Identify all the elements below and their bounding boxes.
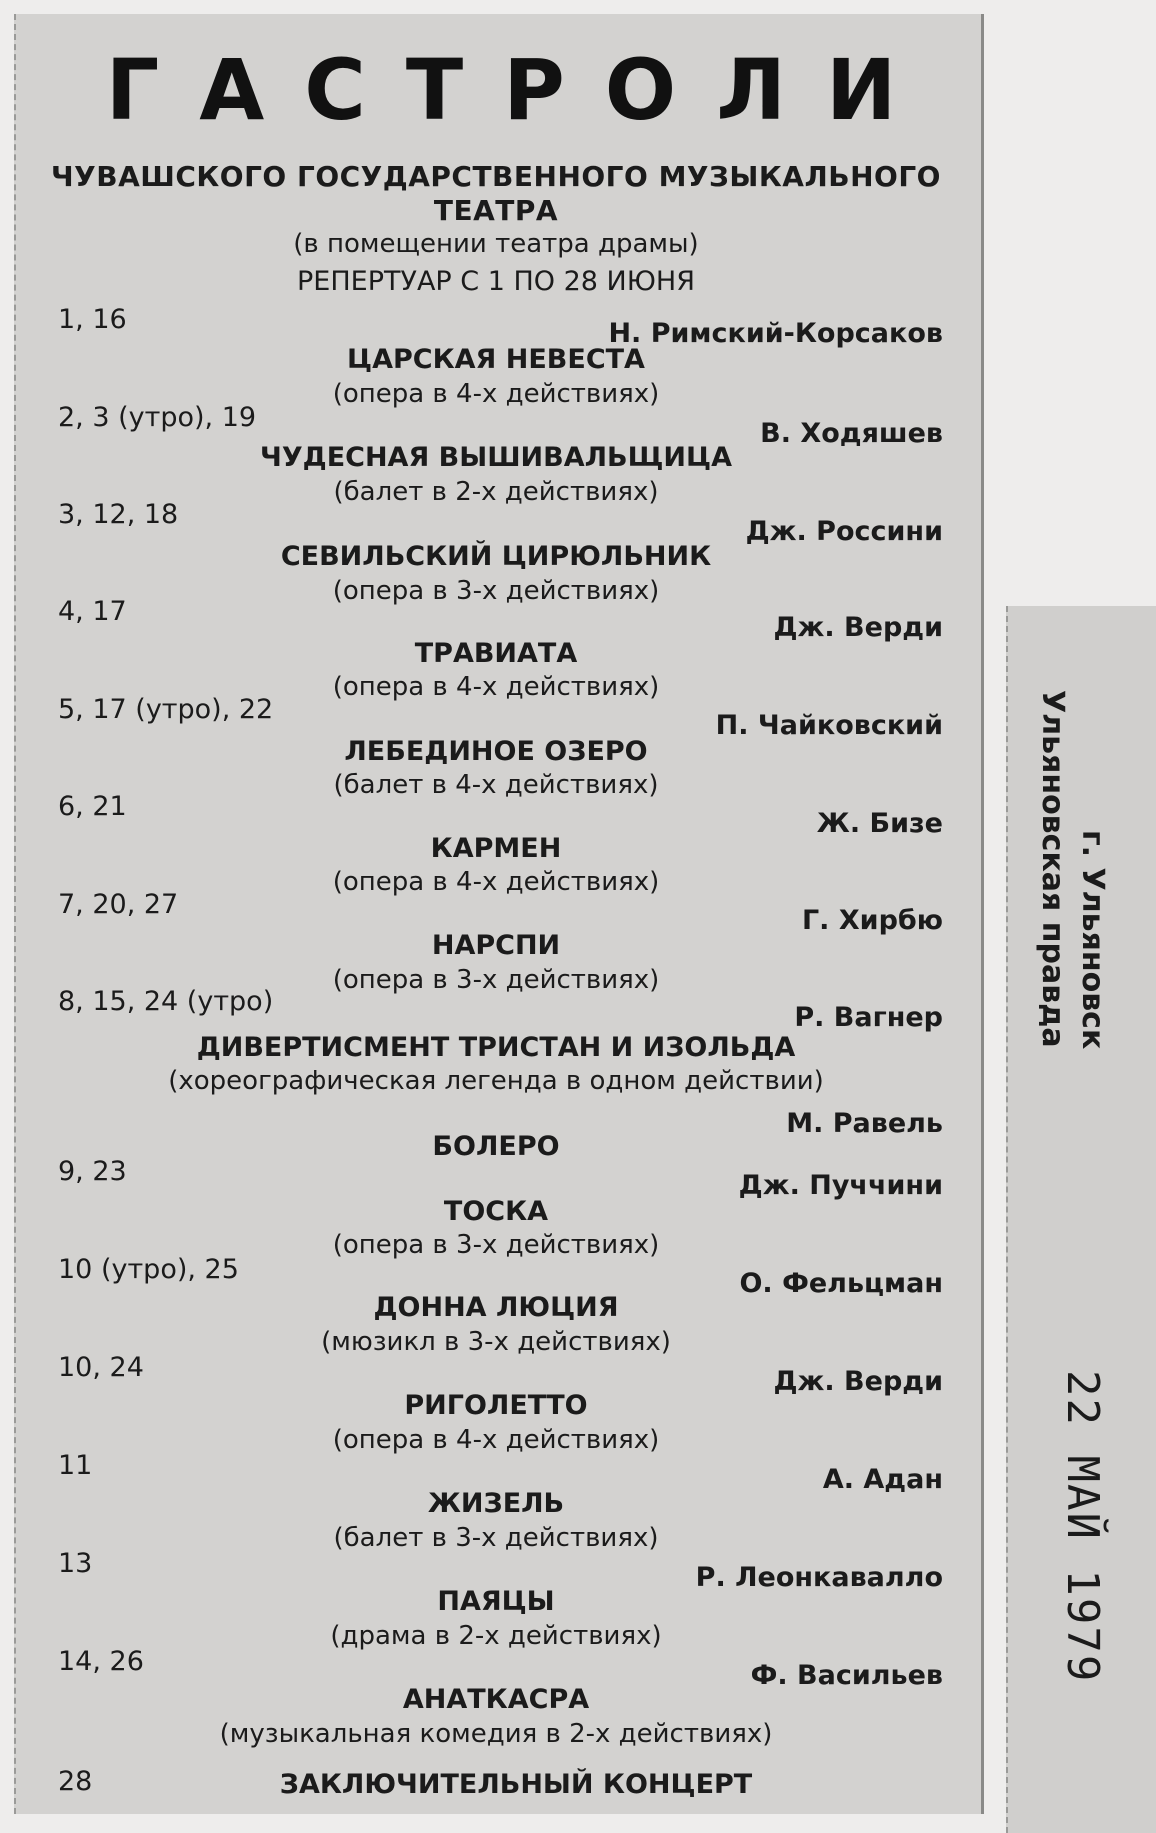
- performance-genre: (опера в 4-х действиях): [332, 672, 660, 702]
- clipping-date: 22 МАЙ 1979: [1057, 1370, 1108, 1684]
- performance-genre: (балет в 4-х действиях): [333, 770, 659, 800]
- performance-genre: (балет в 3-х действиях): [333, 1523, 659, 1553]
- repertoire-heading: РЕПЕРТУАР С 1 ПО 28 ИЮНЯ: [297, 266, 695, 297]
- page-title: ГАСТРОЛИ: [105, 41, 937, 139]
- performance-genre: (опера в 3-х действиях): [332, 576, 660, 606]
- performance-dates: 3, 12, 18: [58, 499, 179, 530]
- performance-title: ДИВЕРТИСМЕНТ ТРИСТАН И ИЗОЛЬДА: [196, 1032, 796, 1063]
- newspaper-clipping: [14, 14, 984, 1814]
- performance-dates: 14, 26: [58, 1646, 144, 1677]
- performance-title: БОЛЕРО: [432, 1131, 560, 1162]
- performance-dates: 5, 17 (утро), 22: [58, 694, 274, 725]
- performance-title: НАРСПИ: [431, 930, 561, 961]
- performance-title: СЕВИЛЬСКИЙ ЦИРЮЛЬНИК: [280, 541, 712, 572]
- performance-title: ЛЕБЕДИНОЕ ОЗЕРО: [344, 736, 648, 767]
- performance-genre: (опера в 4-х действиях): [332, 379, 660, 409]
- performance-composer: Р. Леонкавалло: [695, 1562, 943, 1593]
- performance-title: ЖИЗЕЛЬ: [427, 1488, 565, 1519]
- performance-composer: В. Ходяшев: [760, 418, 943, 449]
- venue-note: (в помещении театра драмы): [293, 229, 699, 259]
- newspaper-name: Ульяновская правда: [1035, 690, 1070, 1048]
- performance-dates: 1, 16: [58, 304, 127, 335]
- performance-dates: 6, 21: [58, 791, 127, 822]
- performance-dates: 2, 3 (утро), 19: [58, 402, 257, 433]
- performance-composer: О. Фельцман: [739, 1268, 943, 1299]
- final-dates: 28: [58, 1766, 93, 1797]
- newspaper-city: г. Ульяновск: [1075, 830, 1110, 1050]
- performance-title: РИГОЛЕТТО: [404, 1390, 588, 1421]
- performance-composer: М. Равель: [786, 1108, 943, 1139]
- performance-dates: 10, 24: [58, 1352, 144, 1383]
- performance-composer: А. Адан: [822, 1464, 943, 1495]
- performance-dates: 4, 17: [58, 596, 127, 627]
- performance-title: ТРАВИАТА: [414, 638, 578, 669]
- performance-composer: Дж. Верди: [773, 612, 943, 643]
- performance-genre: (опера в 3-х действиях): [332, 965, 660, 995]
- performance-genre: (балет в 2-х действиях): [333, 477, 659, 507]
- performance-title: ПАЯЦЫ: [437, 1586, 555, 1617]
- performance-genre: (мюзикл в 3-х действиях): [321, 1327, 671, 1357]
- performance-composer: Г. Хирбю: [801, 905, 943, 936]
- performance-dates: 10 (утро), 25: [58, 1254, 239, 1285]
- performance-composer: Дж. Пуччини: [738, 1170, 943, 1201]
- performance-composer: Н. Римский-Корсаков: [608, 318, 943, 349]
- performance-composer: Ж. Бизе: [816, 808, 943, 839]
- performance-dates: 11: [58, 1450, 93, 1481]
- theatre-name-line1: ЧУВАШСКОГО ГОСУДАРСТВЕННОГО МУЗЫКАЛЬНОГО: [51, 160, 941, 193]
- performance-dates: 9, 23: [58, 1156, 127, 1187]
- theatre-name-line2: ТЕАТРА: [433, 194, 559, 227]
- performance-title: АНАТКАСРА: [402, 1684, 590, 1715]
- performance-genre: (опера в 4-х действиях): [332, 1425, 660, 1455]
- performance-composer: Р. Вагнер: [794, 1002, 943, 1033]
- performance-title: ЦАРСКАЯ НЕВЕСТА: [347, 344, 645, 375]
- performance-genre: (опера в 4-х действиях): [332, 867, 660, 897]
- performance-genre: (музыкальная комедия в 2-х действиях): [219, 1719, 773, 1749]
- performance-dates: 7, 20, 27: [58, 889, 179, 920]
- performance-genre: (опера в 3-х действиях): [332, 1230, 660, 1260]
- performance-composer: П. Чайковский: [715, 710, 943, 741]
- performance-title: ЧУДЕСНАЯ ВЫШИВАЛЬЩИЦА: [260, 442, 732, 473]
- performance-title: ТОСКА: [443, 1196, 549, 1227]
- performance-composer: Ф. Васильев: [750, 1660, 943, 1691]
- performance-title: ДОННА ЛЮЦИЯ: [373, 1292, 619, 1323]
- performance-title: КАРМЕН: [430, 833, 562, 864]
- performance-genre: (драма в 2-х действиях): [330, 1621, 662, 1651]
- performance-genre: (хореографическая легенда в одном действии): [168, 1066, 824, 1096]
- performance-dates: 13: [58, 1548, 93, 1579]
- performance-dates: 8, 15, 24 (утро): [58, 986, 274, 1017]
- performance-composer: Дж. Верди: [773, 1366, 943, 1397]
- performance-composer: Дж. Россини: [745, 516, 943, 547]
- final-concert-title: ЗАКЛЮЧИТЕЛЬНЫЙ КОНЦЕРТ: [279, 1769, 753, 1800]
